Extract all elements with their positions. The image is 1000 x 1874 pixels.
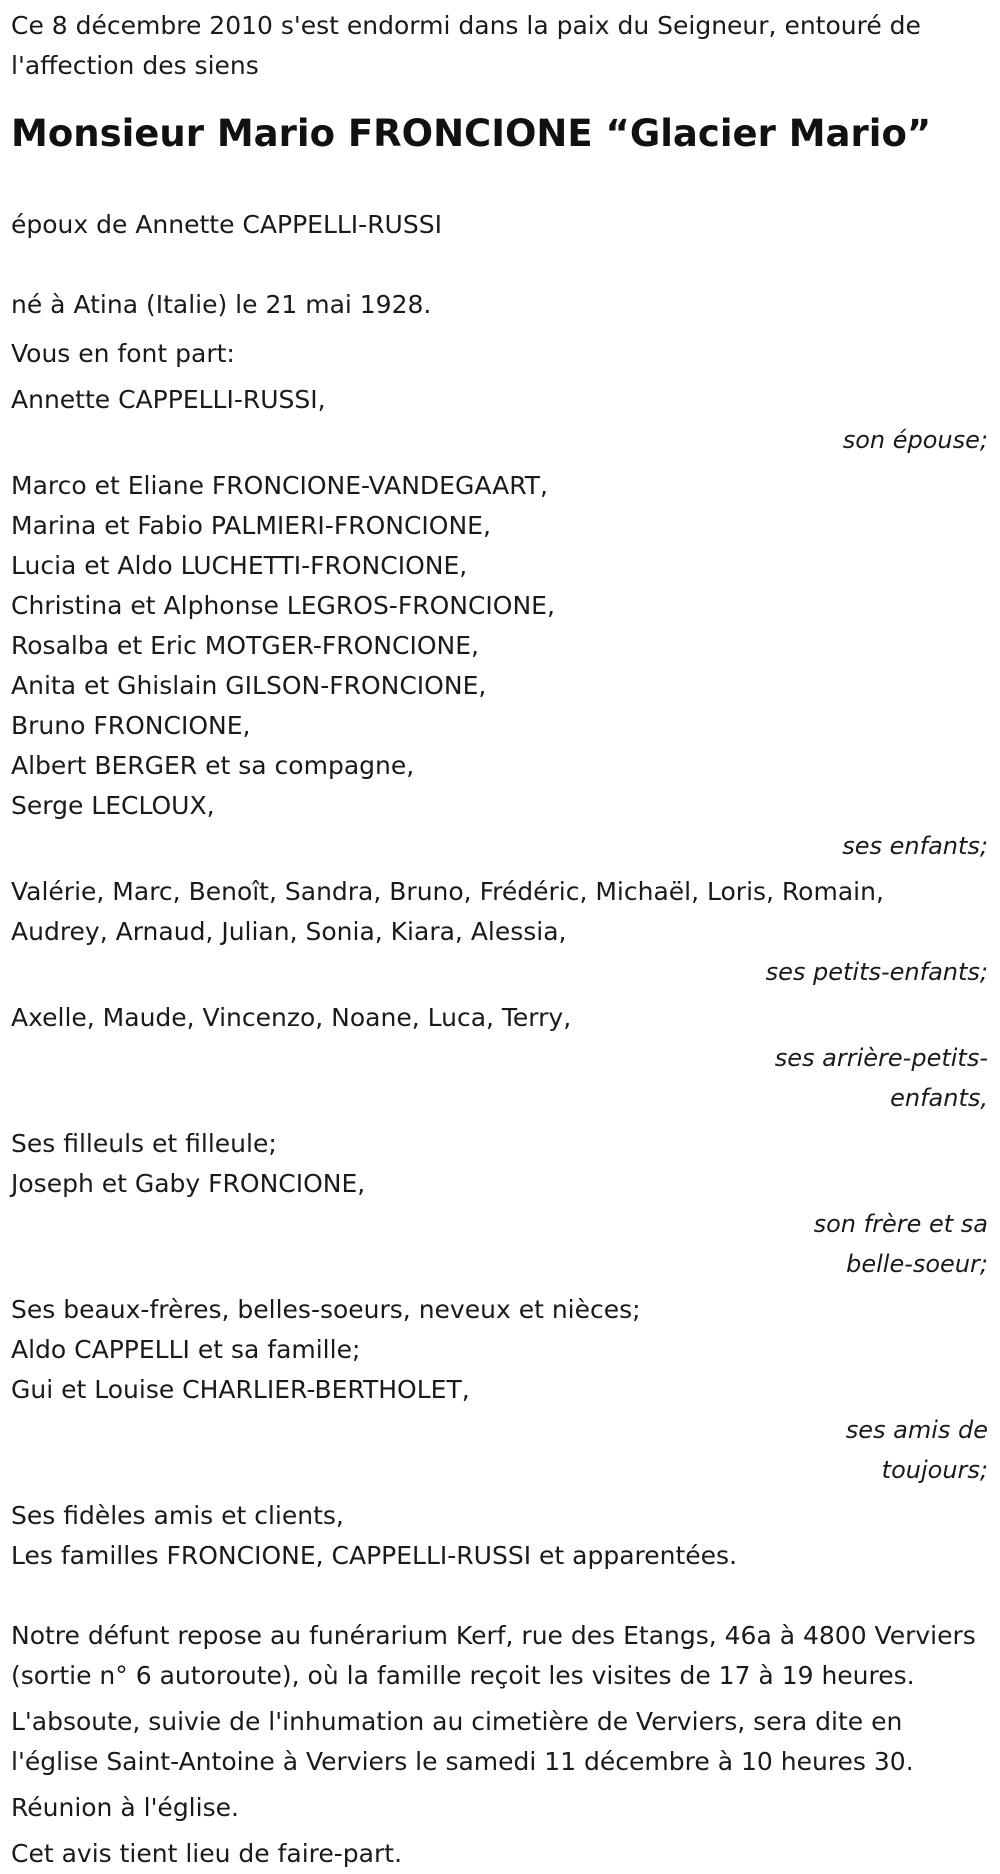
- closing-name-line: Ses fidèles amis et clients,: [11, 1501, 344, 1530]
- closing-name-line: Les familles FRONCIONE, CAPPELLI-RUSSI et apparentées.: [11, 1541, 738, 1570]
- family-name-line: Albert BERGER et sa compagne,: [11, 751, 415, 780]
- meeting-info: Réunion à l'église.: [11, 1793, 239, 1822]
- family-group-great-grandchildren: [11, 998, 988, 1118]
- relation-label: ses arrière-petits-enfants,: [774, 1044, 988, 1112]
- family-name-line: Ses beaux-frères, belles-soeurs, neveux et nièces;: [11, 1295, 641, 1324]
- family-name-line: Gui et Louise CHARLIER-BERTHOLET,: [11, 1375, 470, 1404]
- family-group-children: [11, 466, 988, 866]
- family-name-line: Bruno FRONCIONE,: [11, 711, 251, 740]
- family-group-brother: [11, 1124, 988, 1284]
- ceremony-info: L'absoute, suivie de l'inhumation au cimetière de Verviers, sera dite en l'église Saint-Antoine à Verviers le samedi 11 décembre à 10 heures 30.: [11, 1707, 914, 1776]
- intro-text: Ce 8 décembre 2010 s'est endormi dans la paix du Seigneur, entouré de l'affection des siens: [11, 11, 921, 80]
- family-name-line: Axelle, Maude, Vincenzo, Noane, Luca, Terry,: [11, 1003, 572, 1032]
- family-name-line: Aldo CAPPELLI et sa famille;: [11, 1335, 361, 1364]
- family-name-line: Valérie, Marc, Benoît, Sandra, Bruno, Frédéric, Michaël, Loris, Romain, Audrey, Arnaud, Julian, Sonia, Kiara, Alessia,: [11, 877, 884, 946]
- notice-text: Cet avis tient lieu de faire-part.: [11, 1839, 403, 1868]
- family-name-line: Ses filleuls et filleule;: [11, 1129, 277, 1158]
- family-name-line: Rosalba et Eric MOTGER-FRONCIONE,: [11, 631, 479, 660]
- family-group-spouse: [11, 380, 988, 460]
- relation-label: ses petits-enfants;: [765, 958, 988, 986]
- family-name-line: Marina et Fabio PALMIERI-FRONCIONE,: [11, 511, 491, 540]
- deceased-name: Monsieur Mario FRONCIONE “Glacier Mario”: [11, 112, 932, 155]
- relation-label: son frère et sa belle-soeur;: [813, 1210, 988, 1278]
- family-name-line: Marco et Eliane FRONCIONE-VANDEGAART,: [11, 471, 548, 500]
- family-name-line: Serge LECLOUX,: [11, 791, 215, 820]
- visitation-info: Notre défunt repose au funérarium Kerf, rue des Etangs, 46a à 4800 Verviers (sortie n° 6 autoroute), où la famille reçoit les visites de 17 à 19 heures.: [11, 1621, 976, 1690]
- family-name-line: Lucia et Aldo LUCHETTI-FRONCIONE,: [11, 551, 468, 580]
- family-name-line: Joseph et Gaby FRONCIONE,: [11, 1169, 366, 1198]
- family-name-line: Anita et Ghislain GILSON-FRONCIONE,: [11, 671, 487, 700]
- announce-line: Vous en font part:: [11, 339, 235, 368]
- family-group-grandchildren: [11, 872, 988, 992]
- family-group-friends: [11, 1290, 988, 1490]
- relation-label: ses amis de toujours;: [845, 1416, 988, 1484]
- family-name-line: Annette CAPPELLI-RUSSI,: [11, 385, 326, 414]
- spouse-line: époux de Annette CAPPELLI-RUSSI: [11, 210, 442, 239]
- relation-label: ses enfants;: [842, 832, 988, 860]
- closing-names: [11, 1496, 988, 1576]
- family-name-line: Christina et Alphonse LEGROS-FRONCIONE,: [11, 591, 555, 620]
- birth-line: né à Atina (Italie) le 21 mai 1928.: [11, 290, 432, 319]
- relation-label: son épouse;: [842, 426, 988, 454]
